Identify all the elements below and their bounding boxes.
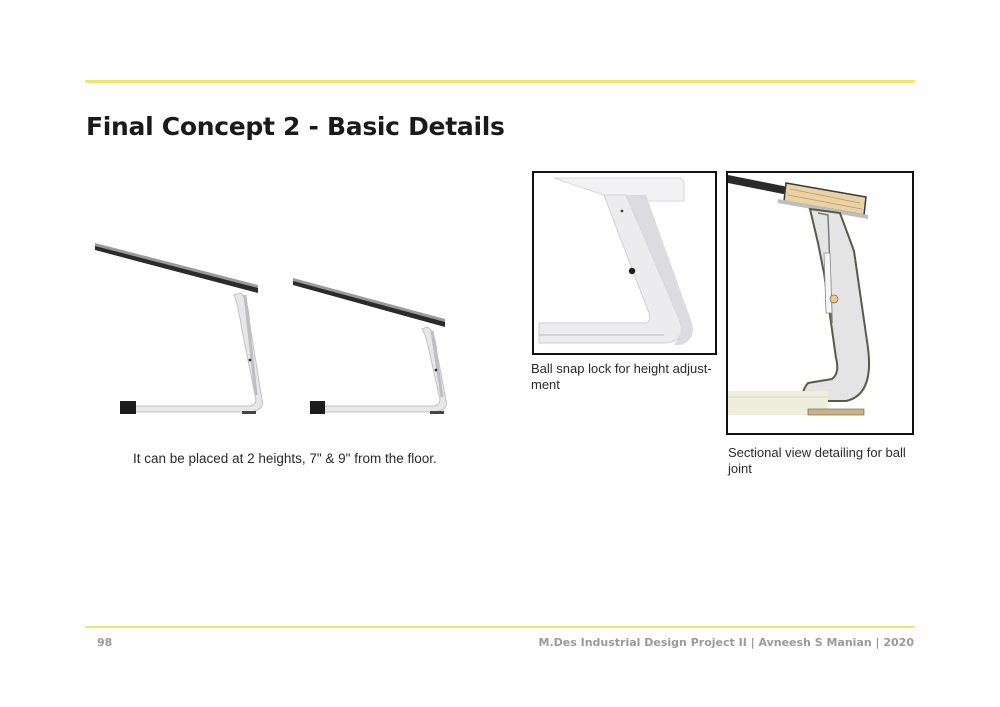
ball-snap-lock-figure: [532, 171, 717, 355]
stand-heights-illustration: [90, 235, 470, 425]
footer-credit: M.Des Industrial Design Project II | Avneesh S Manian | 2020: [538, 636, 914, 649]
bottom-accent-rule: [85, 626, 915, 628]
page-number: 98: [97, 636, 113, 649]
sectional-view-caption: Sectional view detailing for ball joint: [728, 445, 906, 476]
ball-snap-lock-image: [534, 173, 715, 353]
ball-snap-lock-caption: Ball snap lock for height adjust-ment: [531, 361, 712, 392]
stand-heights-caption: It can be placed at 2 heights, 7" & 9" from the floor.: [133, 451, 437, 466]
top-accent-rule: [85, 80, 915, 83]
page-title: Final Concept 2 - Basic Details: [86, 112, 505, 141]
sectional-view-image: [728, 173, 912, 433]
stand-short: [293, 278, 447, 414]
sectional-view-figure: [726, 171, 914, 435]
stand-tall: [95, 243, 263, 414]
